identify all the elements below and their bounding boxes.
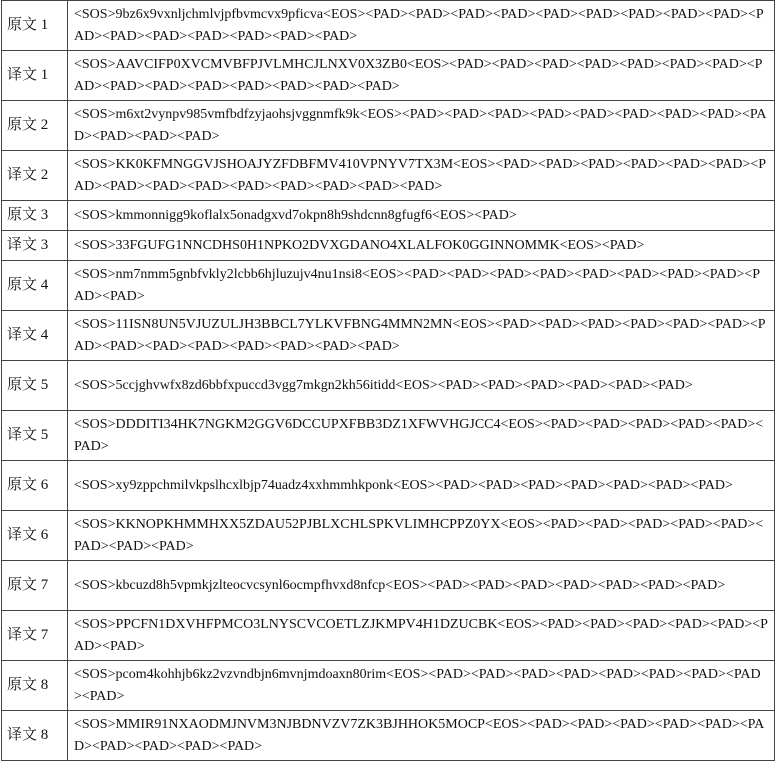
row-label: 原文 4 [2,261,68,311]
row-label: 原文 1 [2,1,68,51]
sequence-text: <SOS>KK0KFMNGGVJSHOAJYZFDBFMV410VPNYV7TX3M<EOS><PAD><PAD><PAD><PAD><PAD><PAD><PAD><PAD><PAD><PAD><PAD><PAD><PAD><PAD><PAD> [68,151,775,201]
table-row [2,51,775,101]
table-row [2,201,775,231]
table-row [2,661,775,711]
sequence-text: <SOS>AAVCIFP0XVCMVBFPJVLMHCJLNXV0X3ZB0<EOS><PAD><PAD><PAD><PAD><PAD><PAD><PAD><PAD><PAD><PAD><PAD><PAD><PAD><PAD><PAD> [68,51,775,101]
table-row [2,711,775,761]
table-row [2,461,775,511]
row-label: 译文 4 [2,311,68,361]
sequence-text: <SOS>kbcuzd8h5vpmkjzlteocvcsynl6ocmpfhvxd8nfcp<EOS><PAD><PAD><PAD><PAD><PAD><PAD><PAD> [68,561,775,611]
row-label: 原文 2 [2,101,68,151]
row-label: 译文 5 [2,411,68,461]
table-row [2,611,775,661]
table-row [2,1,775,51]
sequence-text: <SOS>33FGUFG1NNCDHS0H1NPKO2DVXGDANO4XLALFOK0GGINNOMMK<EOS><PAD> [68,231,775,261]
sequence-text: <SOS>m6xt2vynpv985vmfbdfzyjaohsjvggnmfk9k<EOS><PAD><PAD><PAD><PAD><PAD><PAD><PAD><PAD><PAD><PAD><PAD><PAD> [68,101,775,151]
row-label: 译文 3 [2,231,68,261]
table-row [2,511,775,561]
sequence-table-body [2,1,775,761]
sequence-text: <SOS>DDDITI34HK7NGKM2GGV6DCCUPXFBB3DZ1XFWVHGJCC4<EOS><PAD><PAD><PAD><PAD><PAD><PAD> [68,411,775,461]
sequence-text: <SOS>pcom4kohhjb6kz2vzvndbjn6mvnjmdoaxn80rim<EOS><PAD><PAD><PAD><PAD><PAD><PAD><PAD><PAD><PAD> [68,661,775,711]
row-label: 原文 6 [2,461,68,511]
table-row [2,361,775,411]
row-label: 译文 1 [2,51,68,101]
sequence-text: <SOS>MMIR91NXAODMJNVM3NJBDNVZV7ZK3BJHHOK5MOCP<EOS><PAD><PAD><PAD><PAD><PAD><PAD><PAD><PAD><PAD><PAD> [68,711,775,761]
table-row [2,151,775,201]
row-label: 原文 8 [2,661,68,711]
sequence-text: <SOS>xy9zppchmilvkpslhcxlbjp74uadz4xxhmmhkponk<EOS><PAD><PAD><PAD><PAD><PAD><PAD><PAD> [68,461,775,511]
table-row [2,261,775,311]
row-label: 译文 6 [2,511,68,561]
sequence-text: <SOS>9bz6x9vxnljchmlvjpfbvmcvx9pficva<EOS><PAD><PAD><PAD><PAD><PAD><PAD><PAD><PAD><PAD><PAD><PAD><PAD><PAD><PAD><PAD><PAD> [68,1,775,51]
sequence-text: <SOS>PPCFN1DXVHFPMCO3LNYSCVCOETLZJKMPV4H1DZUCBK<EOS><PAD><PAD><PAD><PAD><PAD><PAD><PAD> [68,611,775,661]
sequence-text: <SOS>KKNOPKHMMHXX5ZDAU52PJBLXCHLSPKVLIMHCPPZ0YX<EOS><PAD><PAD><PAD><PAD><PAD><PAD><PAD><PAD> [68,511,775,561]
row-label: 译文 2 [2,151,68,201]
row-label: 原文 3 [2,201,68,231]
sequence-text: <SOS>kmmonnigg9koflalx5onadgxvd7okpn8h9shdcnn8gfugf6<EOS><PAD> [68,201,775,231]
sequence-table [1,0,775,761]
sequence-text: <SOS>nm7nmm5gnbfvkly2lcbb6hjluzujv4nu1nsi8<EOS><PAD><PAD><PAD><PAD><PAD><PAD><PAD><PAD><PAD><PAD> [68,261,775,311]
sequence-text: <SOS>11ISN8UN5VJUZULJH3BBCL7YLKVFBNG4MMN2MN<EOS><PAD><PAD><PAD><PAD><PAD><PAD><PAD><PAD><PAD><PAD><PAD><PAD><PAD><PAD> [68,311,775,361]
table-row [2,231,775,261]
row-label: 译文 7 [2,611,68,661]
row-label: 原文 5 [2,361,68,411]
table-row [2,311,775,361]
table-row [2,411,775,461]
table-row [2,101,775,151]
sequence-text: <SOS>5ccjghvwfx8zd6bbfxpuccd3vgg7mkgn2kh56itidd<EOS><PAD><PAD><PAD><PAD><PAD><PAD> [68,361,775,411]
row-label: 译文 8 [2,711,68,761]
row-label: 原文 7 [2,561,68,611]
table-row [2,561,775,611]
